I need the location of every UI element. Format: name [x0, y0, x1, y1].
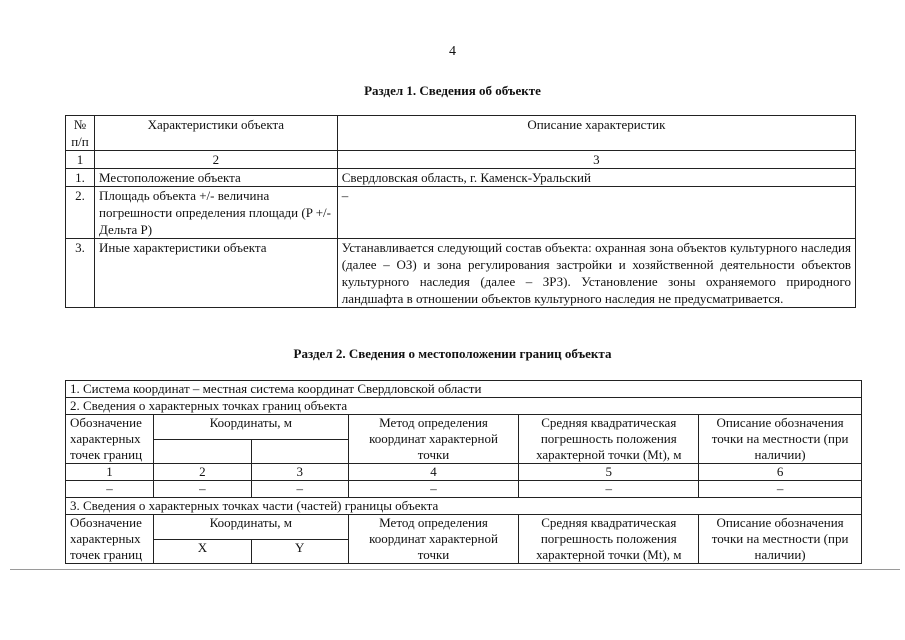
header-x-empty: [153, 440, 251, 464]
row-num: 2.: [66, 187, 95, 239]
header-coordinates: Координаты, м: [153, 415, 348, 440]
table-cell: –: [699, 481, 862, 498]
row-num: 3.: [66, 239, 95, 308]
table-header-row: [66, 515, 862, 540]
column-number-row: [66, 151, 856, 169]
col-number: 5: [519, 464, 699, 481]
table-cell: –: [348, 481, 519, 498]
row-characteristic: Площадь объекта +/- величина погрешности определения площади (P +/- Дельта P): [94, 187, 337, 239]
section2-title: Раздел 2. Сведения о местоположении границ объекта: [293, 346, 612, 361]
header-point-description: Описание обозначения точки на местности (при наличии): [699, 415, 862, 464]
header-y-empty: [251, 440, 348, 464]
table-cell: –: [66, 481, 154, 498]
col-number: 2: [94, 151, 337, 169]
part-points-title: 3. Сведения о характерных точках части (частей) границы объекта: [66, 498, 862, 515]
coord-system: 1. Система координат – местная система координат Свердловской области: [66, 381, 862, 398]
header-coordinates: Координаты, м: [153, 515, 348, 540]
table-cell: –: [251, 481, 348, 498]
row-characteristic: Местоположение объекта: [94, 169, 337, 187]
row-characteristic: Иные характеристики объекта: [94, 239, 337, 308]
header-error: Средняя квадратическая погрешность положения характерной точки (Mt), м: [519, 515, 699, 564]
col-number: 4: [348, 464, 519, 481]
points-title-row: [66, 398, 862, 415]
page-number: 4: [449, 44, 456, 59]
coord-system-row: [66, 381, 862, 398]
header-y: Y: [251, 539, 348, 564]
table-row: [66, 169, 856, 187]
col-number: 1: [66, 464, 154, 481]
object-info-table: [65, 115, 856, 308]
header-designation: Обозначение характерных точек границ: [66, 515, 154, 564]
section1-title: Раздел 1. Сведения об объекте: [364, 83, 541, 98]
table-header-row: [66, 116, 856, 151]
row-description: Свердловская область, г. Каменск-Уральский: [337, 169, 855, 187]
header-method: Метод определения координат характерной точки: [348, 515, 519, 564]
header-characteristic: Характеристики объекта: [94, 116, 337, 151]
points-title: 2. Сведения о характерных точках границ объекта: [66, 398, 862, 415]
table-cell: –: [153, 481, 251, 498]
boundary-points-table: [65, 380, 862, 564]
header-error: Средняя квадратическая погрешность положения характерной точки (Mt), м: [519, 415, 699, 464]
col-number: 2: [153, 464, 251, 481]
header-num: № п/п: [66, 116, 95, 151]
header-point-description: Описание обозначения точки на местности (при наличии): [699, 515, 862, 564]
row-num: 1.: [66, 169, 95, 187]
table-row: [66, 481, 862, 498]
col-number: 1: [66, 151, 95, 169]
col-number: 6: [699, 464, 862, 481]
table-header-row: [66, 415, 862, 440]
page-divider-line: [10, 569, 900, 570]
col-number: 3: [251, 464, 348, 481]
row-description: Устанавливается следующий состав объекта: охранная зона объектов культурного наследия (далее – ОЗ) и зона регулирования застройки и хозяйственной деятельности объектов культурного наследия (далее – ЗРЗ). Установление зоны охраняемого природного ландшафта в отношении объектов культурного наследия не предусматривается.: [337, 239, 855, 308]
table-cell: –: [519, 481, 699, 498]
header-description: Описание характеристик: [337, 116, 855, 151]
column-number-row: [66, 464, 862, 481]
row-description: –: [337, 187, 855, 239]
header-designation: Обозначение характерных точек границ: [66, 415, 154, 464]
header-x: X: [153, 539, 251, 564]
part-points-title-row: [66, 498, 862, 515]
table-row: [66, 187, 856, 239]
header-method: Метод определения координат характерной точки: [348, 415, 519, 464]
col-number: 3: [337, 151, 855, 169]
table-row: [66, 239, 856, 308]
